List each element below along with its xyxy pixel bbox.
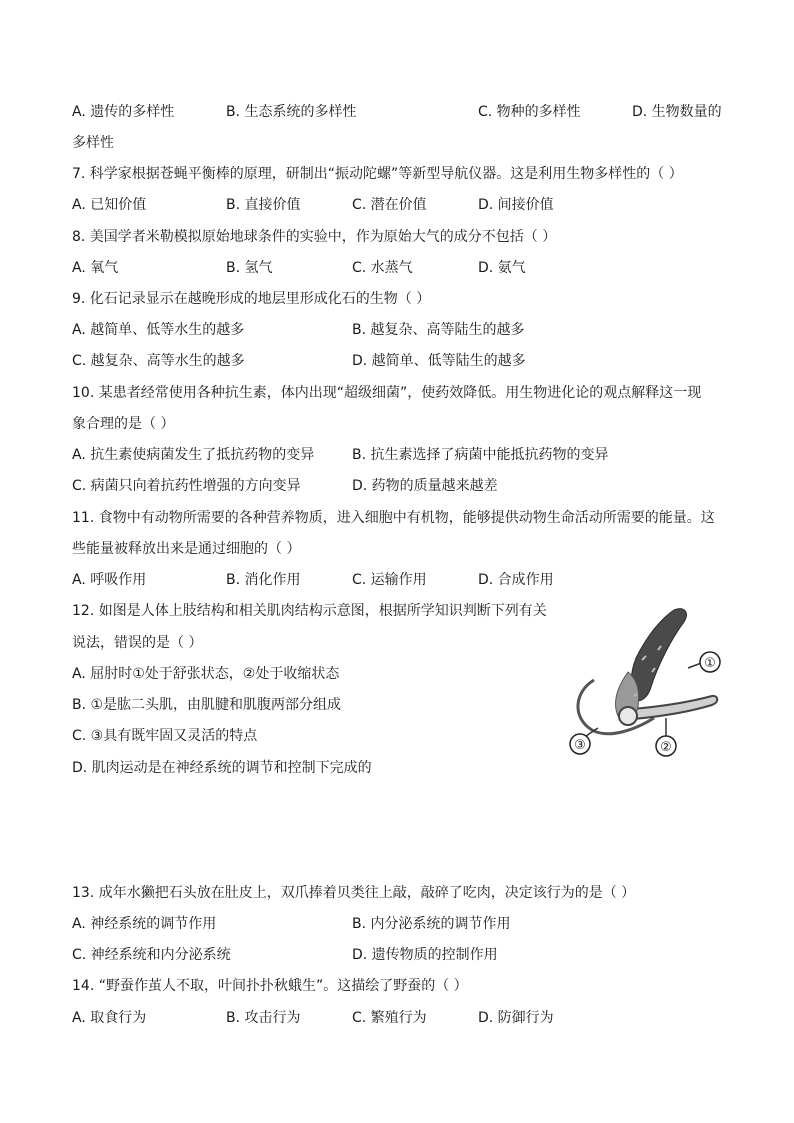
q11-stem-line2: 些能量被释放出来是通过细胞的（ ） [72, 541, 301, 557]
q11-option-c: C. 运输作用 [352, 572, 427, 588]
q13-stem: 13. 成年水獭把石头放在肚皮上，双爪捧着贝类往上敲，敲碎了吃肉，决定该行为的是（ ） [72, 885, 636, 901]
q12-stem-line1: 12. 如图是人体上肢结构和相关肌肉结构示意图，根据所学知识判断下列有关 [72, 603, 547, 619]
q12-option-b: B. ①是肱二头肌，由肌腱和肌腹两部分组成 [72, 697, 342, 713]
q7-stem: 7. 科学家根据苍蝇平衡棒的原理，研制出“振动陀螺”等新型导航仪器。这是利用生物多样性的（ ） [72, 166, 683, 182]
q9-option-a: A. 越简单、低等水生的越多 [72, 322, 245, 338]
q9-stem: 9. 化石记录显示在越晚形成的地层里形成化石的生物（ ） [72, 291, 431, 307]
q12-option-c: C. ③具有既牢固又灵活的特点 [72, 728, 258, 744]
q10-stem-line1: 10. 某患者经常使用各种抗生素，体内出现“超级细菌”，使药效降低。用生物进化论的观点解释这一现 [72, 385, 702, 401]
q13-option-b: B. 内分泌系统的调节作用 [352, 916, 511, 932]
q9-option-c: C. 越复杂、高等水生的越多 [72, 353, 245, 369]
q10-option-a: A. 抗生素使病菌发生了抵抗药物的变异 [72, 447, 315, 463]
q14-option-d: D. 防御行为 [478, 1010, 554, 1026]
label-1: ① [704, 656, 716, 671]
q14-stem: 14. “野蚕作茧人不取，叶间扑扑秋蛾生”。这描绘了野蚕的（ ） [72, 978, 468, 994]
q12-option-d: D. 肌肉运动是在神经系统的调节和控制下完成的 [72, 760, 372, 776]
q14-option-a: A. 取食行为 [72, 1010, 147, 1026]
q6-option-c: C. 物种的多样性 [478, 104, 581, 120]
q7-option-b: B. 直接价值 [226, 197, 301, 213]
q13-option-d: D. 遗传物质的控制作用 [352, 947, 498, 963]
q8-option-b: B. 氢气 [226, 260, 273, 276]
biceps-muscle [631, 609, 686, 701]
q6-option-d: D. 生物数量的 [632, 104, 722, 120]
q7-option-a: A. 已知价值 [72, 197, 147, 213]
q10-stem-line2: 象合理的是（ ） [72, 416, 175, 432]
q6-option-b: B. 生态系统的多样性 [226, 104, 357, 120]
q12-stem-line2: 说法，错误的是（ ） [72, 635, 203, 651]
q10-option-b: B. 抗生素选择了病菌中能抵抗药物的变异 [352, 447, 609, 463]
q14-option-b: B. 攻击行为 [226, 1010, 301, 1026]
q6-option-d-wrap: 多样性 [72, 135, 114, 151]
arm-muscle-figure [562, 600, 732, 770]
q9-option-b: B. 越复杂、高等陆生的越多 [352, 322, 525, 338]
q12-option-a: A. 屈肘时①处于舒张状态，②处于收缩状态 [72, 666, 340, 682]
q8-option-a: A. 氧气 [72, 260, 119, 276]
q14-option-c: C. 繁殖行为 [352, 1010, 427, 1026]
q13-option-c: C. 神经系统和内分泌系统 [72, 947, 231, 963]
q6-option-a: A. 遗传的多样性 [72, 104, 175, 120]
q8-option-d: D. 氨气 [478, 260, 526, 276]
q13-option-a: A. 神经系统的调节作用 [72, 916, 217, 932]
label-3: ③ [574, 738, 586, 753]
q11-option-a: A. 呼吸作用 [72, 572, 147, 588]
q11-option-d: D. 合成作用 [478, 572, 554, 588]
q8-stem: 8. 美国学者米勒模拟原始地球条件的实验中，作为原始大气的成分不包括（ ） [72, 229, 557, 245]
q7-option-c: C. 潜在价值 [352, 197, 427, 213]
q9-option-d: D. 越简单、低等陆生的越多 [352, 353, 526, 369]
elbow-joint [619, 707, 637, 725]
q8-option-c: C. 水蒸气 [352, 260, 413, 276]
label-2: ② [660, 740, 672, 755]
q7-option-d: D. 间接价值 [478, 197, 554, 213]
q11-stem-line1: 11. 食物中有动物所需要的各种营养物质，进入细胞中有机物，能够提供动物生命活动所需要的能量。这 [72, 510, 715, 526]
q10-option-d: D. 药物的质量越来越差 [352, 478, 498, 494]
q11-option-b: B. 消化作用 [226, 572, 301, 588]
q10-option-c: C. 病菌只向着抗药性增强的方向变异 [72, 478, 301, 494]
